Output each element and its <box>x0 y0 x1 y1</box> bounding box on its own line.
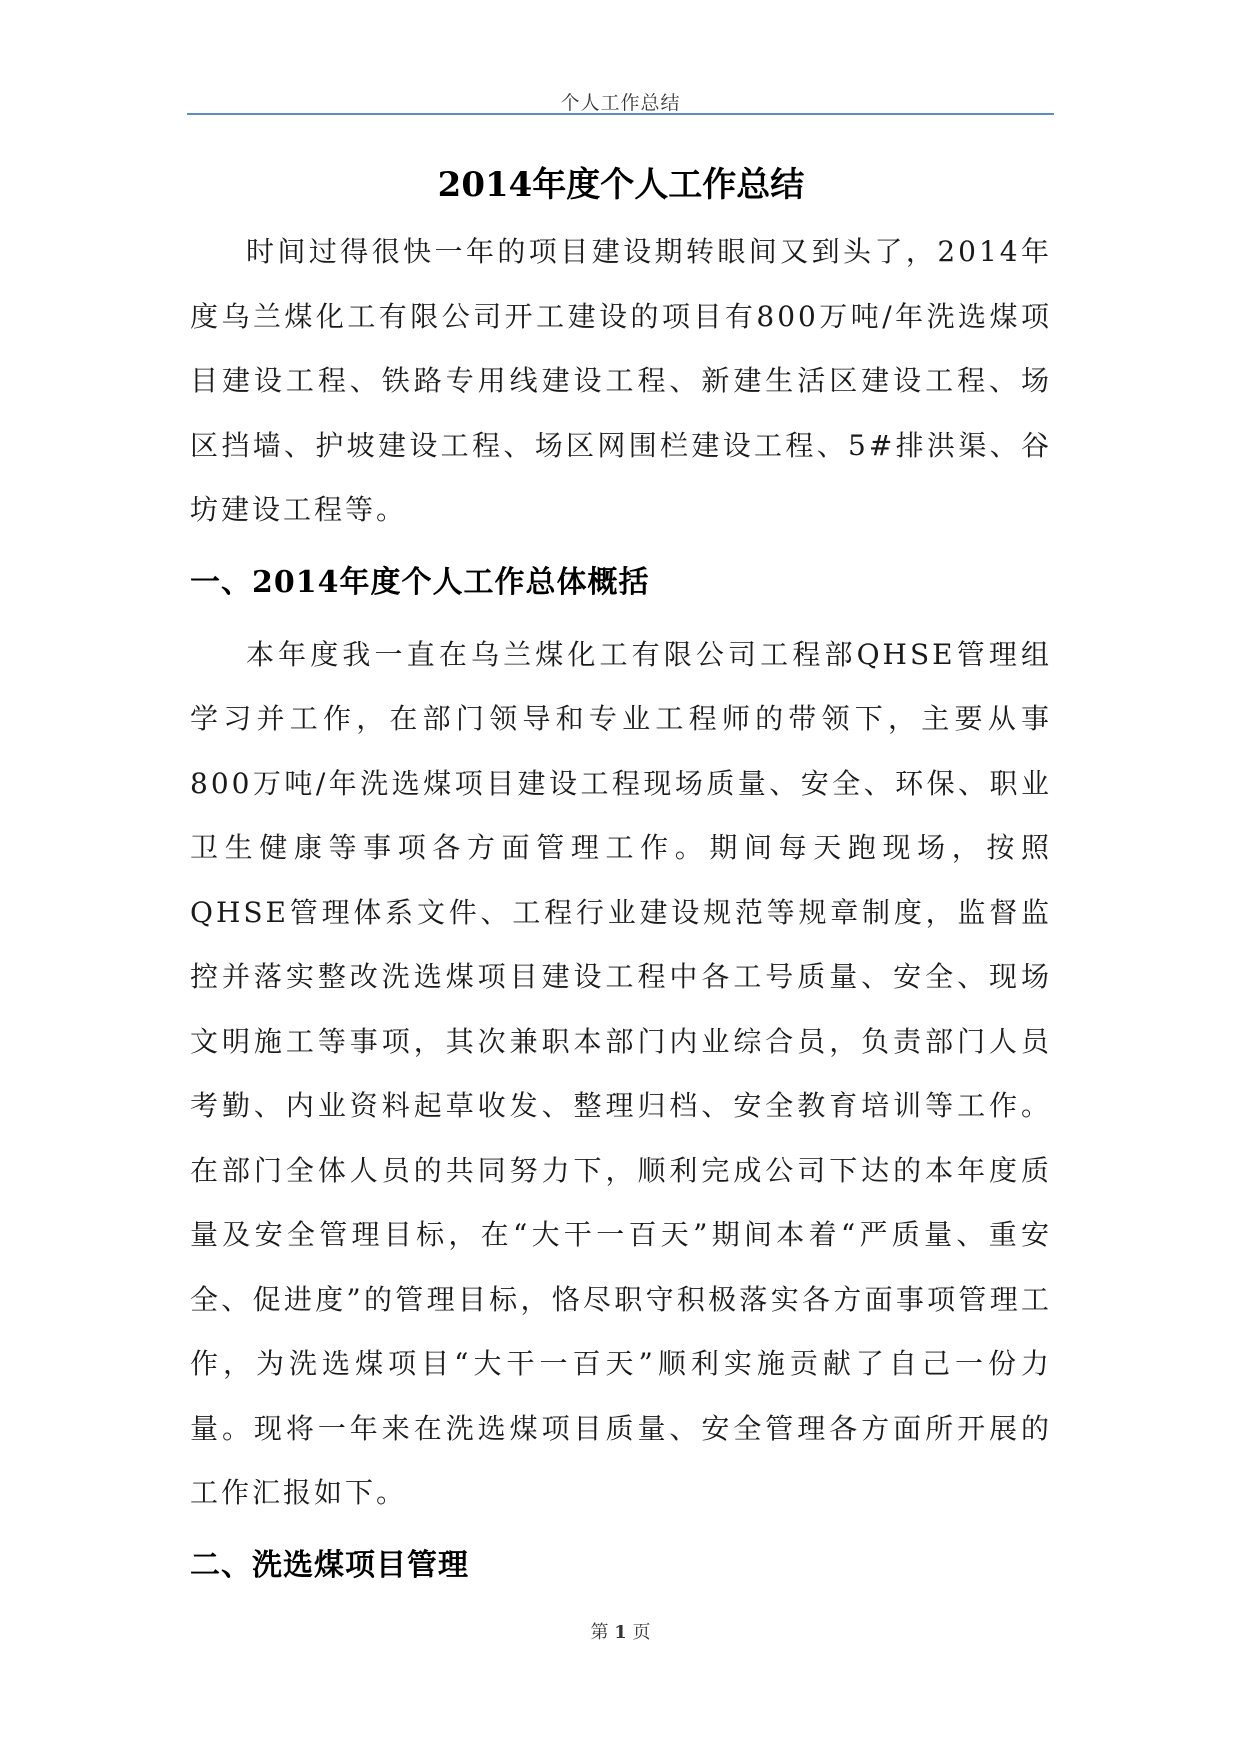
header-divider <box>187 113 1054 115</box>
running-header: 个人工作总结 <box>560 92 681 114</box>
section-heading-project-management: 二、洗选煤项目管理 <box>190 1547 469 1583</box>
document-title: 2014年度个人工作总结 <box>437 165 805 205</box>
document-body <box>190 150 1052 1606</box>
overview-paragraph: 本年度我一直在乌兰煤化工有限公司工程部QHSE管理组学习并工作，在部门领导和专业工程师的带领下，主要从事800万吨/年洗选煤项目建设工程现场质量、安全、环保、职业卫生健康等事项各方面管理工作。期间每天跑现场，按照QHSE管理体系文件、工程行业建设规范等规章制度，监督监控并落实整改洗选煤项目建设工程中各工号质量、安全、现场文明施工等事项，其次兼职本部门内业综合员，负责部门人员考勤、内业资料起草收发、整理归档、安全教育培训等工作。在部门全体人员的共同努力下，顺利完成公司下达的本年度质量及安全管理目标，在“大干一百天”期间本着“严质量、重安全、促进度”的管理目标，恪尽职守积极落实各方面事项管理工作，为洗选煤项目“大干一百天”顺利实施贡献了自己一份力量。现将一年来在洗选煤项目质量、安全管理各方面所开展的工作汇报如下。 <box>190 637 1052 1509</box>
section-heading-overview: 一、2014年度个人工作总体概括 <box>190 564 650 600</box>
intro-paragraph: 时间过得很快一年的项目建设期转眼间又到头了，2014年度乌兰煤化工有限公司开工建设的项目有800万吨/年洗选煤项目建设工程、铁路专用线建设工程、新建生活区建设工程、场区挡墙、护坡建设工程、场区网围栏建设工程、5#排洪渠、谷坊建设工程等。 <box>190 235 1052 526</box>
page-number: 1 <box>614 1622 627 1643</box>
page-footer <box>0 1618 1241 1644</box>
page-number-prefix: 第 <box>590 1622 609 1643</box>
page-number-suffix: 页 <box>632 1622 651 1643</box>
